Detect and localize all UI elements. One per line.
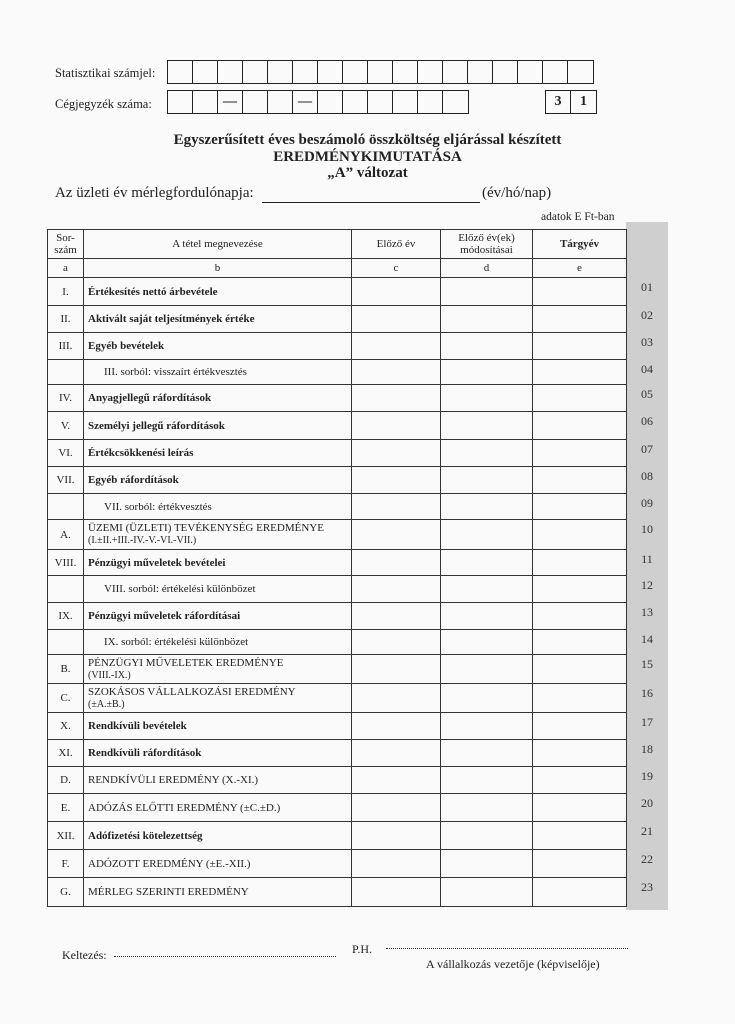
- balance-date-field[interactable]: [262, 202, 480, 203]
- row-number: VIII.: [48, 550, 84, 576]
- income-statement-table: [47, 229, 627, 907]
- table-row: [48, 412, 627, 440]
- row-number: [48, 630, 84, 655]
- row-label-text: Értékcsökkenési leírás: [88, 447, 194, 459]
- row-label: [84, 278, 352, 306]
- table-row: [48, 576, 627, 603]
- prev-value-cell[interactable]: [352, 576, 441, 603]
- row-label-text: IX. sorból: értékelési különbözet: [104, 636, 249, 648]
- row-number: [48, 576, 84, 603]
- balance-date-format: (év/hó/nap): [482, 185, 552, 201]
- prev-value-cell[interactable]: [352, 385, 441, 412]
- mod-value-cell[interactable]: [441, 550, 533, 576]
- mod-value-cell[interactable]: [441, 878, 533, 907]
- table-row: [48, 630, 627, 655]
- stamp-label: P.H.: [352, 942, 373, 956]
- col-letter: c: [352, 259, 441, 278]
- table-row: [48, 278, 627, 306]
- mod-value-cell[interactable]: [441, 603, 533, 630]
- row-code: 04: [641, 361, 653, 376]
- table-row: [48, 360, 627, 385]
- stat-number-label: Statisztikai számjel:: [55, 66, 156, 80]
- cur-value-cell[interactable]: [533, 878, 627, 907]
- col-letter: d: [441, 259, 533, 278]
- row-number: IV.: [48, 385, 84, 412]
- cur-value-cell[interactable]: [533, 822, 627, 850]
- prev-value-cell[interactable]: [352, 360, 441, 385]
- company-number-code: 3 1: [545, 90, 597, 114]
- row-label-text: Aktivált saját teljesítmények értéke: [88, 313, 255, 325]
- mod-value-cell[interactable]: [441, 385, 533, 412]
- row-code: 02: [641, 307, 653, 322]
- row-label-text: Rendkívüli ráfordítások: [88, 747, 202, 759]
- prev-value-cell[interactable]: [352, 467, 441, 494]
- row-number: [48, 360, 84, 385]
- table-row: [48, 385, 627, 412]
- cur-value-cell[interactable]: [533, 684, 627, 713]
- table-row: [48, 740, 627, 767]
- row-label-text: RENDKÍVÜLI EREDMÉNY (X.-XI.): [88, 774, 259, 786]
- mod-value-cell[interactable]: [441, 278, 533, 306]
- mod-value-cell[interactable]: [441, 467, 533, 494]
- row-label: [84, 794, 352, 822]
- table-row: [48, 794, 627, 822]
- row-code: 17: [641, 714, 653, 729]
- row-label-text: Egyéb ráfordítások: [88, 474, 179, 486]
- col-header-mod: Előző év(ek) módosításai: [441, 230, 533, 259]
- row-label-text: Rendkívüli bevételek: [88, 720, 187, 732]
- row-formula: (I.±II.+III.-IV.-V.-VI.-VII.): [88, 535, 197, 546]
- prev-value-cell[interactable]: [352, 850, 441, 878]
- row-label-text: VII. sorból: értékvesztés: [104, 500, 212, 513]
- row-code: 08: [641, 468, 653, 483]
- row-label: [84, 520, 352, 550]
- cur-value-cell[interactable]: [533, 494, 627, 520]
- prev-value-cell[interactable]: [352, 794, 441, 822]
- prev-value-cell[interactable]: [352, 520, 441, 550]
- row-formula: (±A.±B.): [88, 698, 125, 710]
- row-label: [84, 412, 352, 440]
- cur-value-cell[interactable]: [533, 767, 627, 794]
- row-label-text: SZOKÁSOS VÁLLALKOZÁSI EREDMÉNY: [88, 685, 296, 698]
- row-number: B.: [48, 655, 84, 684]
- row-number: V.: [48, 412, 84, 440]
- prev-value-cell[interactable]: [352, 878, 441, 907]
- row-label: [84, 767, 352, 794]
- cur-value-cell[interactable]: [533, 655, 627, 684]
- title-line-3: „A” változat: [327, 165, 408, 181]
- row-label: [84, 440, 352, 467]
- cur-value-cell[interactable]: [533, 360, 627, 385]
- row-number: D.: [48, 767, 84, 794]
- row-number: [48, 494, 84, 520]
- row-code: 01: [641, 279, 653, 294]
- mod-value-cell[interactable]: [441, 822, 533, 850]
- row-code: 23: [641, 879, 653, 894]
- mod-value-cell[interactable]: [441, 333, 533, 360]
- row-number: III.: [48, 333, 84, 360]
- cur-value-cell[interactable]: [533, 278, 627, 306]
- mod-value-cell[interactable]: [441, 440, 533, 467]
- cur-value-cell[interactable]: [533, 333, 627, 360]
- table-row: [48, 850, 627, 878]
- col-header-name: A tétel megnevezése: [84, 230, 352, 259]
- mod-value-cell[interactable]: [441, 767, 533, 794]
- cur-value-cell[interactable]: [533, 740, 627, 767]
- row-label: [84, 603, 352, 630]
- row-label: [84, 878, 352, 907]
- mod-value-cell[interactable]: [441, 655, 533, 684]
- unit-note: adatok E Ft-ban: [541, 211, 615, 223]
- cur-value-cell[interactable]: [533, 576, 627, 603]
- table-row: [48, 878, 627, 907]
- prev-value-cell[interactable]: [352, 713, 441, 740]
- row-code: 03: [641, 334, 653, 349]
- prev-value-cell[interactable]: [352, 603, 441, 630]
- row-label-text: ADÓZÁS ELŐTTI EREDMÉNY (±C.±D.): [88, 801, 281, 814]
- balance-date-label: Az üzleti év mérlegfordulónapja:: [55, 185, 254, 201]
- mod-value-cell[interactable]: [441, 360, 533, 385]
- table-row: [48, 550, 627, 576]
- prev-value-cell[interactable]: [352, 684, 441, 713]
- company-number-label: Cégjegyzék száma:: [55, 97, 152, 111]
- cur-value-cell[interactable]: [533, 412, 627, 440]
- row-number: C.: [48, 684, 84, 713]
- row-label-text: Egyéb bevételek: [88, 340, 165, 352]
- row-code: 22: [641, 851, 653, 866]
- row-label-text: III. sorból: visszaírt értékvesztés: [104, 366, 247, 378]
- prev-value-cell[interactable]: [352, 630, 441, 655]
- col-header-sorszam: Sor- szám: [48, 230, 84, 259]
- row-number: X.: [48, 713, 84, 740]
- row-number: A.: [48, 520, 84, 550]
- col-letter: b: [84, 259, 352, 278]
- mod-value-cell[interactable]: [441, 576, 533, 603]
- table-row: [48, 440, 627, 467]
- cur-value-cell[interactable]: [533, 603, 627, 630]
- company-number-field-a[interactable]: [167, 90, 469, 114]
- col-letter: a: [48, 259, 84, 278]
- row-number: VII.: [48, 467, 84, 494]
- row-formula: (VIII.-IX.): [88, 669, 131, 681]
- row-code: 06: [641, 413, 653, 428]
- row-number: VI.: [48, 440, 84, 467]
- table-row: [48, 684, 627, 713]
- row-code: 11: [641, 551, 653, 566]
- row-code: 20: [641, 795, 653, 810]
- prev-value-cell[interactable]: [352, 333, 441, 360]
- table-row: [48, 467, 627, 494]
- row-label-text: Pénzügyi műveletek bevételei: [88, 556, 226, 569]
- prev-value-cell[interactable]: [352, 440, 441, 467]
- cur-value-cell[interactable]: [533, 630, 627, 655]
- row-number: G.: [48, 878, 84, 907]
- row-number: XI.: [48, 740, 84, 767]
- row-label: [84, 494, 352, 520]
- row-label: [84, 850, 352, 878]
- prev-value-cell[interactable]: [352, 494, 441, 520]
- row-label-text: Személyi jellegű ráfordítások: [88, 419, 225, 432]
- mod-value-cell[interactable]: [441, 794, 533, 822]
- prev-value-cell[interactable]: [352, 550, 441, 576]
- row-label: [84, 360, 352, 385]
- table-row: [48, 713, 627, 740]
- row-number: IX.: [48, 603, 84, 630]
- row-label: [84, 576, 352, 603]
- mod-value-cell[interactable]: [441, 412, 533, 440]
- mod-value-cell[interactable]: [441, 850, 533, 878]
- prev-value-cell[interactable]: [352, 767, 441, 794]
- cur-value-cell[interactable]: [533, 385, 627, 412]
- row-code: 15: [641, 656, 653, 671]
- signature-label: A vállalkozás vezetője (képviselője): [426, 957, 600, 971]
- cur-value-cell[interactable]: [533, 550, 627, 576]
- signature-line[interactable]: [386, 948, 628, 949]
- row-label: [84, 630, 352, 655]
- row-code: 14: [641, 631, 653, 646]
- row-number: F.: [48, 850, 84, 878]
- col-letter: e: [533, 259, 627, 278]
- cur-value-cell[interactable]: [533, 520, 627, 550]
- prev-value-cell[interactable]: [352, 655, 441, 684]
- row-code: 19: [641, 768, 653, 783]
- date-label: Keltezés:: [62, 948, 107, 962]
- row-number: I.: [48, 278, 84, 306]
- row-code: 21: [641, 823, 653, 838]
- row-label: [84, 385, 352, 412]
- prev-value-cell[interactable]: [352, 740, 441, 767]
- prev-value-cell[interactable]: [352, 306, 441, 333]
- cur-value-cell[interactable]: [533, 440, 627, 467]
- row-code: 16: [641, 685, 653, 700]
- table-row: [48, 520, 627, 550]
- row-code: 05: [641, 386, 653, 401]
- cur-value-cell[interactable]: [533, 306, 627, 333]
- prev-value-cell[interactable]: [352, 822, 441, 850]
- row-code: 18: [641, 741, 653, 756]
- cur-value-cell[interactable]: [533, 467, 627, 494]
- row-number: E.: [48, 794, 84, 822]
- mod-value-cell[interactable]: [441, 713, 533, 740]
- row-label-text: VIII. sorból: értékelési különbözet: [104, 583, 256, 595]
- row-number: XII.: [48, 822, 84, 850]
- row-label-text: Anyagjellegű ráfordítások: [88, 392, 212, 404]
- col-header-prev: Előző év: [352, 230, 441, 259]
- mod-value-cell[interactable]: [441, 494, 533, 520]
- mod-value-cell[interactable]: [441, 684, 533, 713]
- date-line[interactable]: [114, 956, 336, 957]
- row-label-text: ÜZEMI (ÜZLETI) TEVÉKENYSÉG EREDMÉNYE: [88, 522, 324, 534]
- row-code: 07: [641, 441, 653, 456]
- row-label: [84, 306, 352, 333]
- row-label-text: Pénzügyi műveletek ráfordításai: [88, 610, 241, 622]
- row-label: [84, 713, 352, 740]
- table-row: [48, 333, 627, 360]
- row-label: [84, 822, 352, 850]
- row-label: [84, 467, 352, 494]
- table-row: [48, 306, 627, 333]
- row-label-text: Adófizetési kötelezettség: [88, 829, 203, 842]
- row-label: [84, 333, 352, 360]
- cur-value-cell[interactable]: [533, 850, 627, 878]
- cur-value-cell[interactable]: [533, 713, 627, 740]
- row-code: 09: [641, 495, 653, 510]
- col-header-cur: Tárgyév: [533, 230, 627, 259]
- mod-value-cell[interactable]: [441, 740, 533, 767]
- row-label: [84, 740, 352, 767]
- row-label-text: ADÓZOTT EREDMÉNY (±E.-XII.): [88, 857, 251, 870]
- row-label: [84, 655, 352, 684]
- table-row: [48, 603, 627, 630]
- table-row: [48, 822, 627, 850]
- row-label-text: Értékesítés nettó árbevétele: [88, 285, 218, 298]
- prev-value-cell[interactable]: [352, 278, 441, 306]
- dash: —: [218, 91, 243, 113]
- row-code: 10: [641, 521, 653, 536]
- row-number: II.: [48, 306, 84, 333]
- row-code: 12: [641, 577, 653, 592]
- mod-value-cell[interactable]: [441, 520, 533, 550]
- mod-value-cell[interactable]: [441, 630, 533, 655]
- row-label: [84, 684, 352, 713]
- dash: —: [293, 91, 318, 113]
- row-label-text: PÉNZÜGYI MŰVELETEK EREDMÉNYE: [88, 656, 284, 669]
- stat-number-field[interactable]: [167, 60, 594, 84]
- row-code: 13: [641, 604, 653, 619]
- cur-value-cell[interactable]: [533, 794, 627, 822]
- prev-value-cell[interactable]: [352, 412, 441, 440]
- table-row: [48, 494, 627, 520]
- table-row: [48, 655, 627, 684]
- title-line-1: Egyszerűsített éves beszámoló összköltség eljárással készített: [173, 132, 562, 148]
- mod-value-cell[interactable]: [441, 306, 533, 333]
- title-line-2: EREDMÉNYKIMUTATÁSA: [273, 149, 462, 165]
- row-label-text: MÉRLEG SZERINTI EREDMÉNY: [88, 886, 249, 898]
- table-row: [48, 767, 627, 794]
- row-label: [84, 550, 352, 576]
